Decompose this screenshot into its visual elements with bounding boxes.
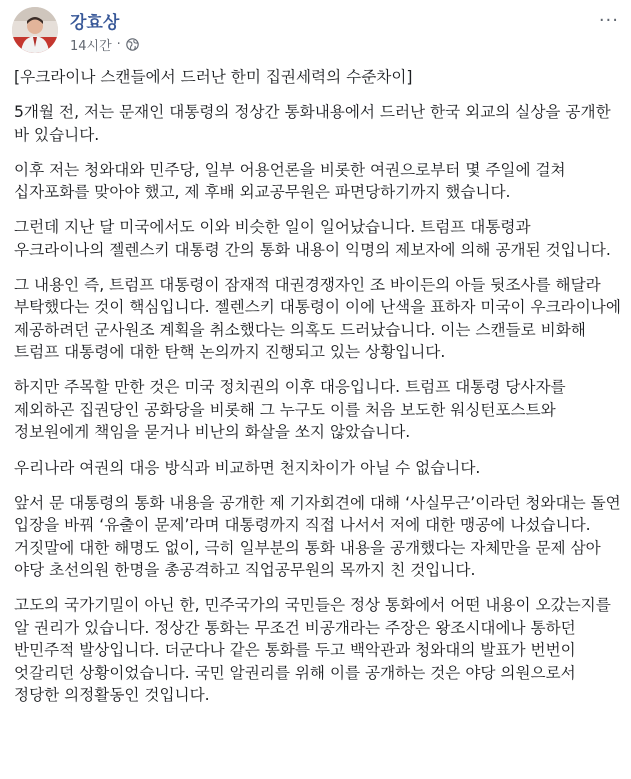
post-paragraph: 앞서 문 대통령의 통화 내용을 공개한 제 기자회견에 대해 ‘사실무근’이라던 청와대는 돌연 입장을 바꿔 ‘유출이 문제’라며 대통령까지 직접 나서서 저에 대한 맹공에 나섰습니다. 거짓말에 대한 해명도 없이, 극히 일부분의 통화 내용을 공개했다는 자체만을 문제 삼아 야당 초선의원 한명을 총공격하고 직업공무원의 목까지 친 것입니다. — [14, 493, 621, 580]
post-paragraph: 5개월 전, 저는 문재인 대통령의 정상간 통화내용에서 드러난 한국 외교의 실상을 공개한 바 있습니다. — [14, 103, 611, 144]
post-paragraph: 고도의 국가기밀이 아닌 한, 민주국가의 국민들은 정상 통화에서 어떤 내용이 오갔는지를 알 권리가 있습니다. 정상간 통화는 무조건 비공개라는 주장은 왕조시대에나 통하던 반민주적 발상입니다. 더군다나 같은 통화를 두고 백악관과 청와대의 발표가 번번이 엇갈리던 상황이었습니다. 국민 알권리를 위해 이를 공개하는 것은 야당 의원으로서 정당한 의정활동인 것입니다. — [14, 596, 611, 705]
avatar[interactable] — [12, 7, 58, 53]
post-body — [14, 66, 621, 719]
more-options-button[interactable] — [599, 12, 619, 30]
post-timestamp[interactable]: 14시간 — [70, 39, 112, 54]
avatar-photo-icon — [12, 7, 58, 53]
post-header — [12, 6, 619, 58]
post-title: [우크라이나 스캔들에서 드러난 한미 집권세력의 수준차이] — [14, 68, 413, 86]
post-paragraph: 우리나라 여권의 대응 방식과 비교하면 천지차이가 아닐 수 없습니다. — [14, 458, 481, 477]
post-paragraph: 그 내용인 즉, 트럼프 대통령이 잠재적 대권경쟁자인 조 바이든의 아들 뒷조사를 해달라 부탁했다는 것이 핵심입니다. 젤렌스키 대통령이 이에 난색을 표하자 미국이 우크라이나에 제공하려던 군사원조 계획을 취소했다는 의혹도 드러났습니다. 이는 스캔들로 비화해 트럼프 대통령에 대한 탄핵 논의까지 진행되고 있는 상황입니다. — [14, 275, 621, 362]
post-meta — [70, 35, 139, 54]
post-paragraph: 그런데 지난 달 미국에서도 이와 비슷한 일이 일어났습니다. 트럼프 대통령과 우크라이나의 젤렌스키 대통령 간의 통화 내용이 익명의 제보자에 의해 공개된 것입니다. — [14, 218, 611, 259]
ellipsis-icon: ··· — [598, 10, 619, 31]
post-paragraph: 이후 저는 청와대와 민주당, 일부 어용언론을 비롯한 여권으로부터 몇 주일에 걸쳐 십자포화를 맞아야 했고, 제 후배 외교공무원은 파면당하기까지 했습니다. — [14, 160, 566, 202]
globe-icon[interactable] — [126, 38, 139, 51]
meta-separator: · — [116, 37, 121, 52]
author-name[interactable]: 강효상 — [70, 13, 120, 33]
post-paragraph: 하지만 주목할 만한 것은 미국 정치권의 이후 대응입니다. 트럼프 대통령 당사자를 제외하곤 집권당인 공화당을 비롯해 그 누구도 이를 처음 보도한 워싱턴포스트와 정보원에게 책임을 묻거나 비난의 화살을 쏘지 않았습니다. — [14, 378, 566, 442]
